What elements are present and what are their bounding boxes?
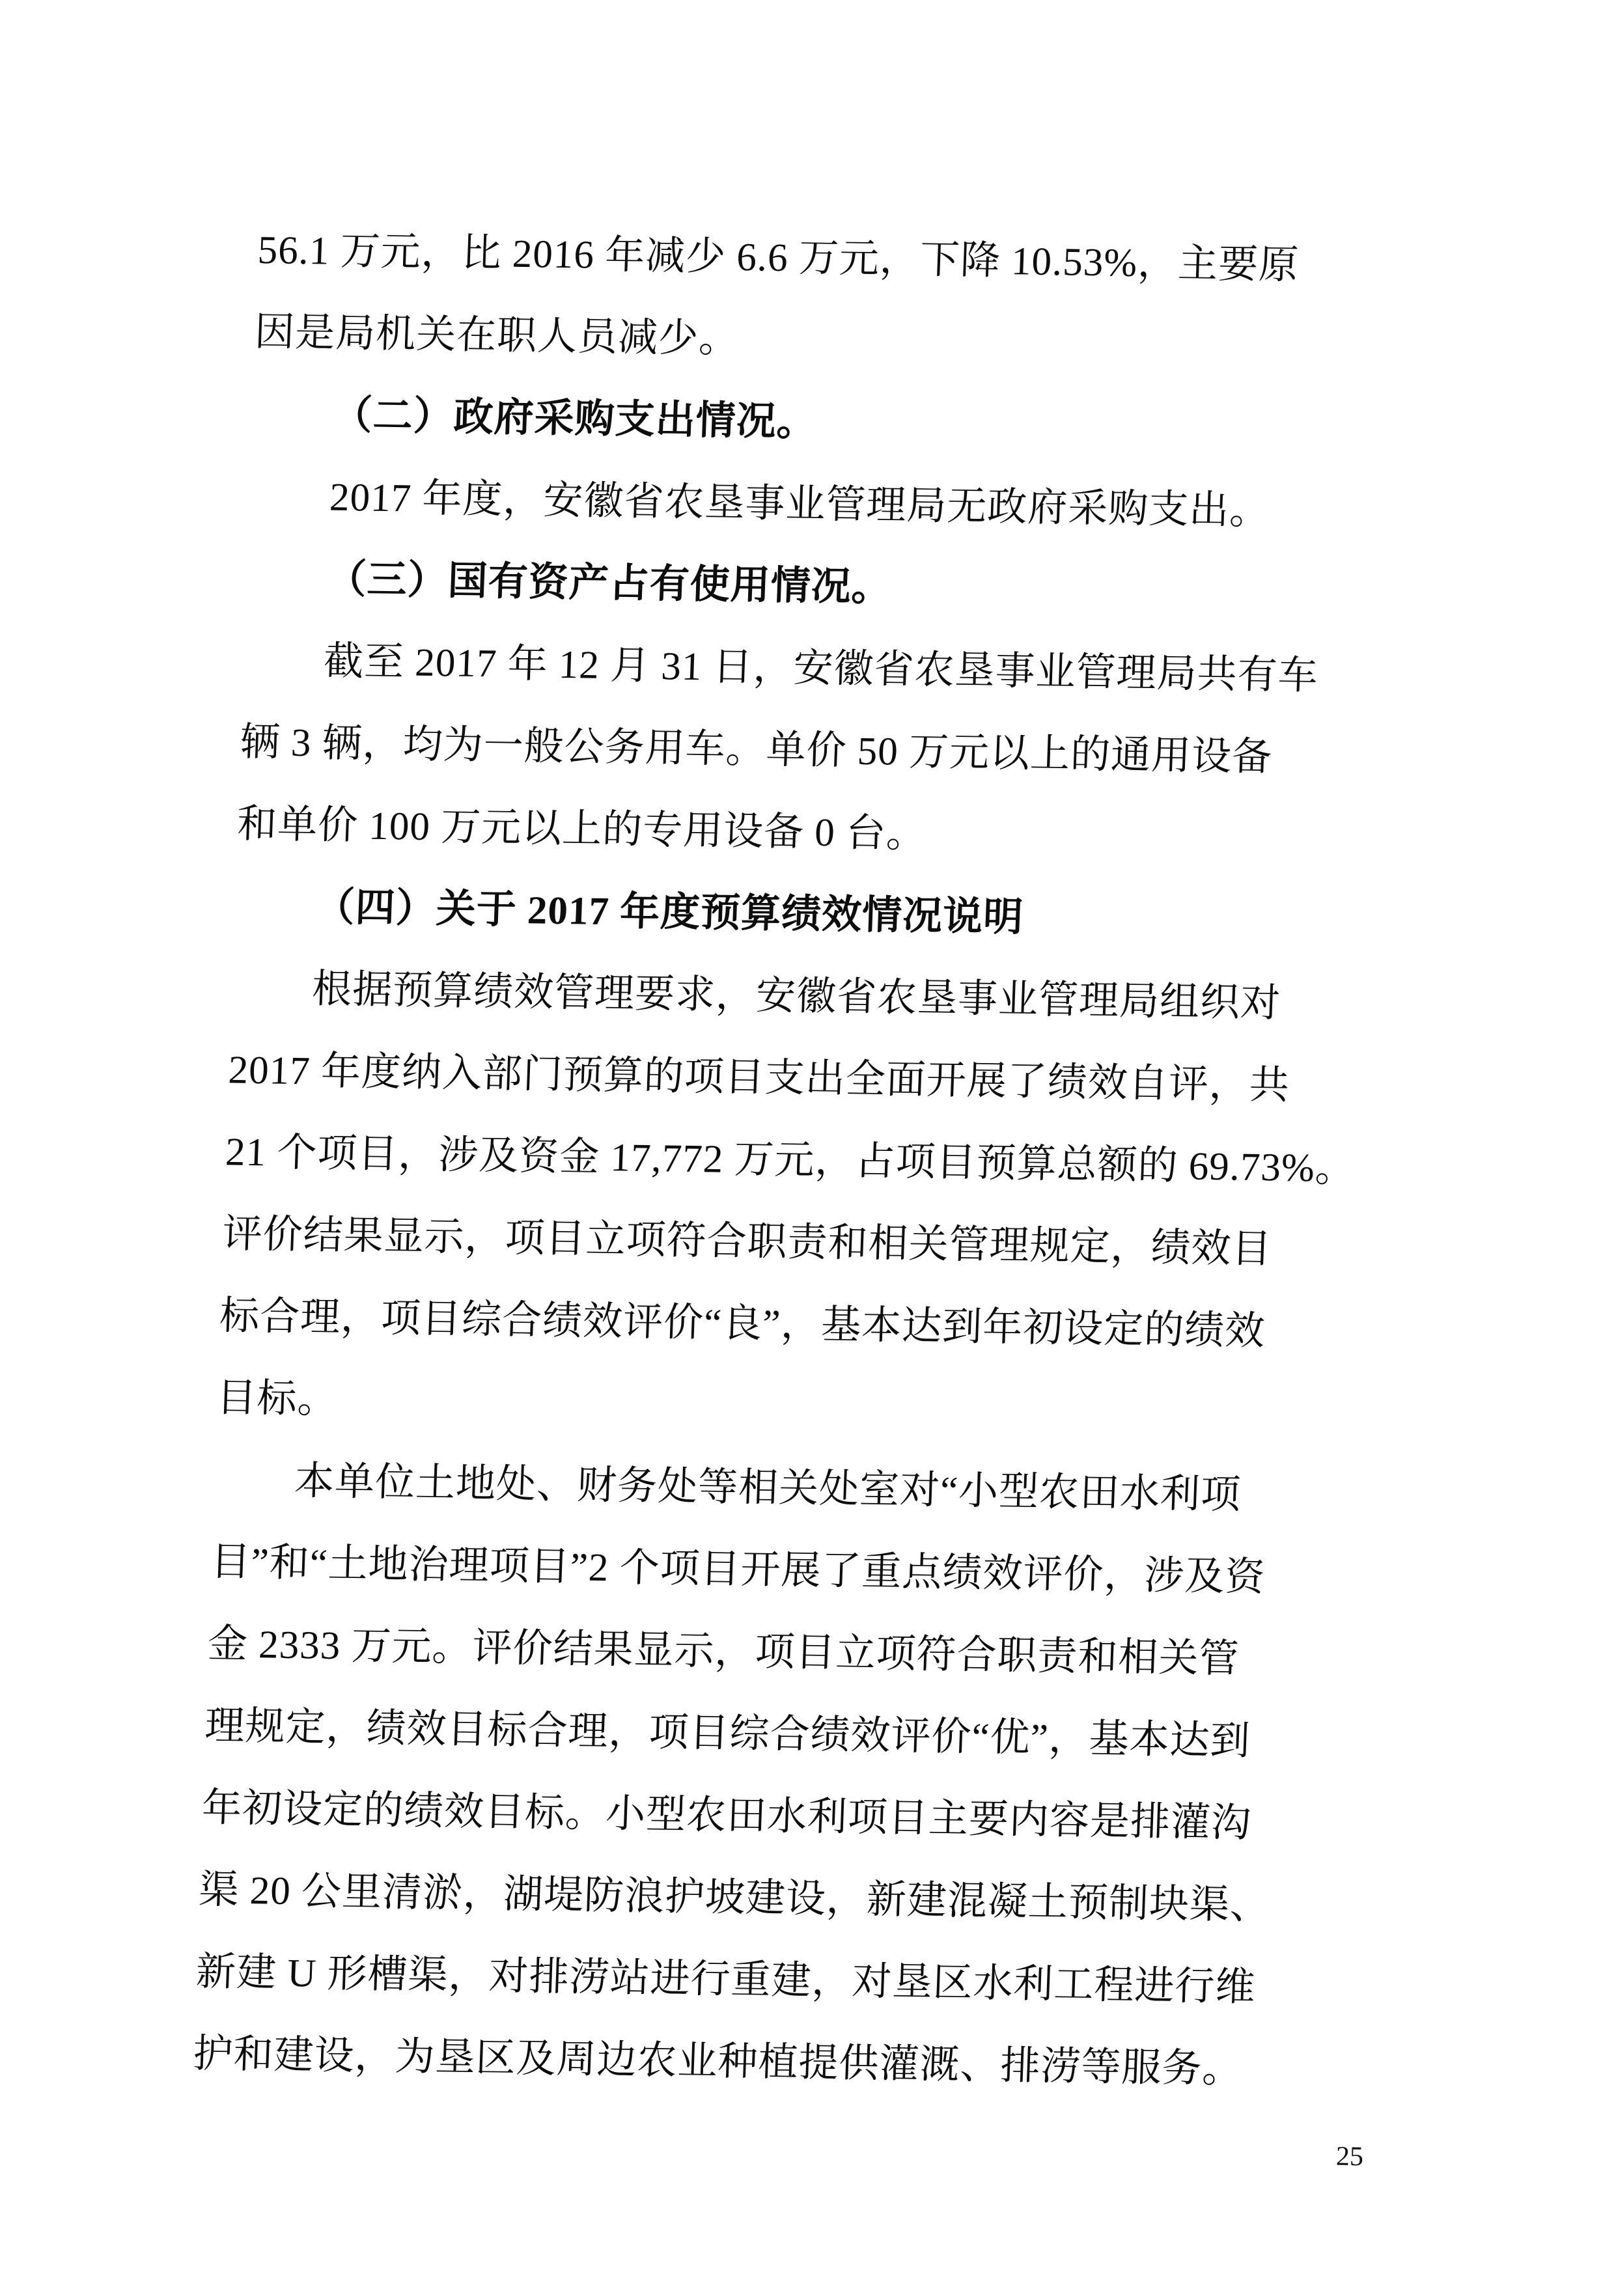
text-line: 本单位土地处、财务处等相关处室对“小型农田水利项: [293, 1459, 1242, 1517]
paragraph: [253, 210, 1386, 391]
text-line: 和单价 100 万元以上的专用设备 0 台。: [236, 802, 928, 857]
text-line: 56.1 万元，比 2016 年减少 6.6 万元，下降 10.53%，主要原: [257, 228, 1300, 288]
text-line: 21 个项目，涉及资金 17,772 万元，占项目预算总额的 69.73%。: [224, 1130, 1357, 1191]
section-heading: （二）政府采购支出情况。: [331, 393, 818, 445]
text-line: 金 2333 万元。评价结果显示，项目立项符合职责和相关管: [206, 1622, 1240, 1681]
paragraph: [191, 1439, 1341, 2112]
text-line: 护和建设，为垦区及周边农业种植提供灌溉、排涝等服务。: [192, 2032, 1244, 2092]
text-line: 根据预算绩效管理要求，安徽省农垦事业管理局组织对: [311, 967, 1282, 1026]
text-line: 评价结果显示，项目立项符合职责和相关管理规定，绩效目: [221, 1212, 1273, 1272]
text-line: 标合理，项目综合绩效评价“良”，基本达到年初设定的绩效: [218, 1294, 1266, 1354]
text-line: 目”和“土地治理项目”2 个项目开展了重点绩效评价，涉及资: [210, 1540, 1266, 1600]
text-line: 截至 2017 年 12 月 31 日，安徽省农垦事业管理局共有车: [323, 639, 1319, 698]
text-line: 辆 3 辆，均为一般公务用车。单价 50 万元以上的通用设备: [239, 720, 1274, 780]
section-heading: （四）关于 2017 年度预算绩效情况说明: [314, 885, 1025, 940]
text-line: 2017 年度纳入部门预算的项目支出全面开展了绩效自评，共: [227, 1048, 1290, 1108]
paragraph: [215, 948, 1359, 1456]
page-number: 25: [1335, 2141, 1364, 2172]
page-body: [191, 210, 1385, 2112]
text-line: 渠 20 公里清淤，湖堤防浪护坡建设，新建混凝土预制块渠、: [198, 1868, 1272, 1928]
section-heading: （三）国有资产占有使用情况。: [326, 557, 893, 610]
text-line: 因是局机关在职人员减少。: [254, 310, 740, 361]
paragraph: [236, 620, 1371, 883]
text-line: 2017 年度，安徽省农垦事业管理局无政府采购支出。: [329, 475, 1271, 534]
text-line: 新建 U 形槽渠，对排涝站进行重建，对垦区水利工程进行维: [195, 1950, 1257, 2010]
text-line: 理规定，绩效目标合理，项目综合绩效评价“优”，基本达到: [204, 1704, 1251, 1763]
text-line: 年初设定的绩效目标。小型农田水利项目主要内容是排灌沟: [201, 1786, 1253, 1846]
text-line: 目标。: [216, 1376, 339, 1422]
